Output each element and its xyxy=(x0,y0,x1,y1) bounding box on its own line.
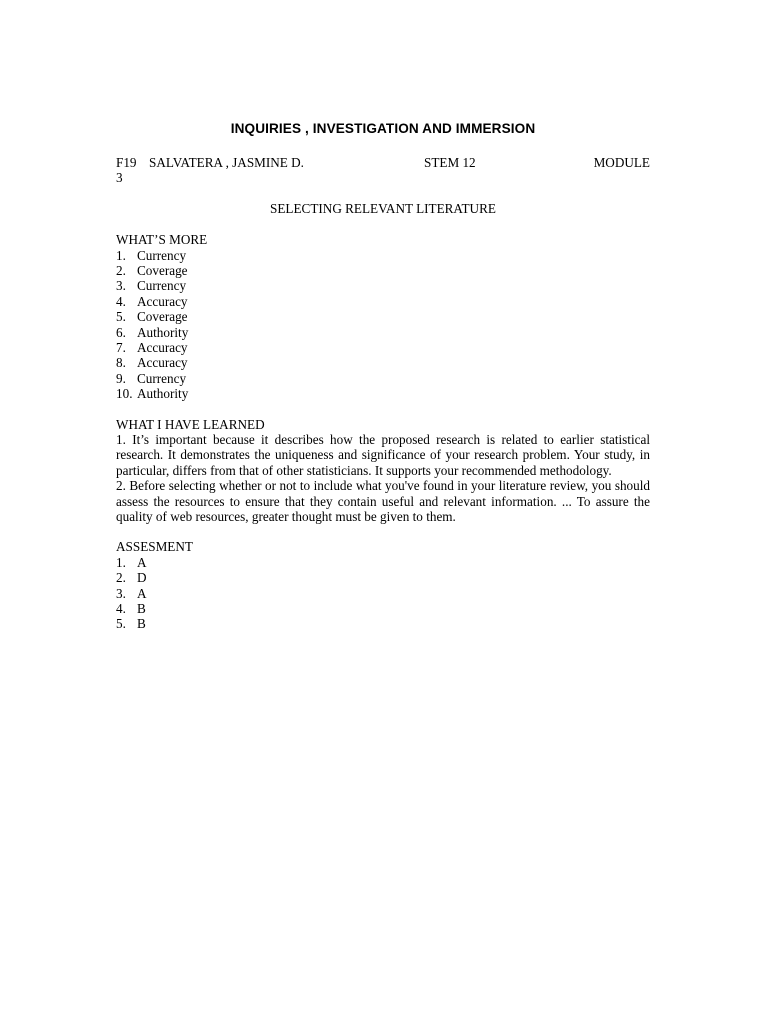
list-item xyxy=(116,340,650,355)
list-item xyxy=(116,355,650,370)
item-answer: Currency xyxy=(137,278,187,294)
item-answer: Accuracy xyxy=(137,355,188,371)
list-item xyxy=(116,616,650,631)
item-answer: D xyxy=(137,570,147,586)
item-number: 1. xyxy=(116,554,126,570)
spacer xyxy=(116,524,650,539)
document-title: INQUIRIES , INVESTIGATION AND IMMERSION xyxy=(230,121,536,136)
whats-more-list xyxy=(116,248,650,402)
item-answer: A xyxy=(137,585,147,601)
item-number: 6. xyxy=(116,324,126,340)
student-strand: STEM 12 xyxy=(424,155,476,170)
item-answer: B xyxy=(137,616,146,632)
item-answer: Coverage xyxy=(137,262,188,278)
item-number: 2. xyxy=(116,262,126,278)
module-label: MODULE xyxy=(593,155,650,170)
list-item xyxy=(116,601,650,616)
list-item xyxy=(116,586,650,601)
item-number: 3. xyxy=(116,585,126,601)
item-number: 9. xyxy=(116,370,126,386)
item-number: 2. xyxy=(116,570,126,586)
item-number: 1. xyxy=(116,247,126,263)
item-number: 5. xyxy=(116,616,126,632)
list-item xyxy=(116,570,650,585)
item-number: 8. xyxy=(116,355,126,371)
student-header xyxy=(116,155,650,170)
document-subtitle: SELECTING RELEVANT LITERATURE xyxy=(270,200,496,216)
item-number: 7. xyxy=(116,339,126,355)
list-item xyxy=(116,294,650,309)
list-item xyxy=(116,278,650,293)
item-number: 10. xyxy=(116,386,133,402)
item-answer: Authority xyxy=(137,386,189,402)
list-item xyxy=(116,371,650,386)
item-answer: Currency xyxy=(137,247,187,263)
learned-paragraph-2: 2. Before selecting whether or not to include what you've found in your literature review, you should assess the resources to ensure that they contain useful and relevant information. ... To assure the quality of web resources, greater thought must be given to them. xyxy=(116,478,650,524)
list-item xyxy=(116,248,650,263)
whats-more-heading: WHAT’S MORE xyxy=(116,232,208,248)
assessment-heading: ASSESMENT xyxy=(116,539,193,555)
assessment-list xyxy=(116,555,650,632)
student-id: F19 xyxy=(116,155,137,170)
spacer xyxy=(116,402,650,417)
module-number: 3 xyxy=(116,170,123,186)
item-answer: Accuracy xyxy=(137,339,188,355)
item-number: 4. xyxy=(116,600,126,616)
item-answer: Accuracy xyxy=(137,293,188,309)
item-answer: A xyxy=(137,554,147,570)
item-number: 4. xyxy=(116,293,126,309)
list-item xyxy=(116,386,650,401)
item-answer: B xyxy=(137,600,146,616)
learned-paragraph-1: 1. It’s important because it describes how the proposed research is related to earlier statistical research. It demonstrates the uniqueness and significance of your research problem. Your study, in particular, differs from that of other statisticians. It supports your recommended methodology. xyxy=(116,431,650,478)
item-answer: Authority xyxy=(137,324,189,340)
what-i-have-learned-heading: WHAT I HAVE LEARNED xyxy=(116,416,265,432)
item-answer: Coverage xyxy=(137,309,188,325)
item-number: 3. xyxy=(116,278,126,294)
list-item xyxy=(116,263,650,278)
list-item xyxy=(116,325,650,340)
document-content xyxy=(116,121,650,632)
list-item xyxy=(116,555,650,570)
list-item xyxy=(116,309,650,324)
item-answer: Currency xyxy=(137,370,187,386)
student-name: SALVATERA , JASMINE D. xyxy=(149,155,304,170)
item-number: 5. xyxy=(116,309,126,325)
